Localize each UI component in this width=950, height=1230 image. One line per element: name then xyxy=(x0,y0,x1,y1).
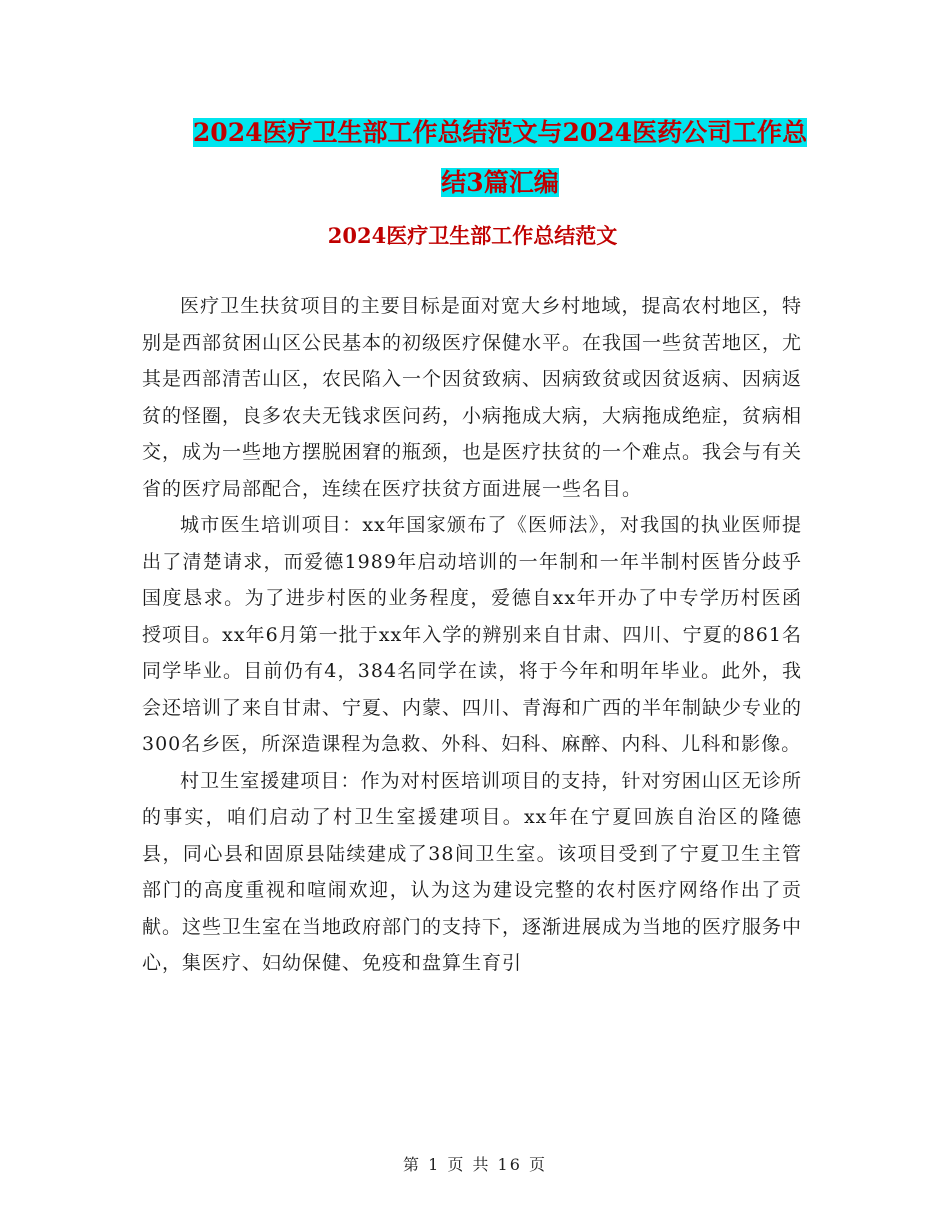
paragraph-2: 城市医生培训项目：xx年国家颁布了《医师法》，对我国的执业医师提出了清楚请求，而爱德1989年启动培训的一年制和一年半制村医皆分歧乎国度恳求。为了进步村医的业务程度，爱德自xx年开办了中专学历村医函授项目。xx年6月第一批于xx年入学的辨别来自甘肃、四川、宁夏的861名同学毕业。目前仍有4，384名同学在读，将于今年和明年毕业。此外，我会还培训了来自甘肃、宁夏、内蒙、四川、青海和广西的半年制缺少专业的300名乡医，所深造课程为急救、外科、妇科、麻醉、内科、儿科和影像。 xyxy=(142,514,803,755)
page-footer xyxy=(0,1152,950,1175)
document-title xyxy=(140,108,860,208)
paragraph-3: 村卫生室援建项目：作为对村医培训项目的支持，针对穷困山区无诊所的事实，咱们启动了村卫生室援建项目。xx年在宁夏回族自治区的隆德县，同心县和固原县陆续建成了38间卫生室。该项目受到了宁夏卫生主管部门的高度重视和喧闹欢迎，认为这为建设完整的农村医疗网络作出了贡献。这些卫生室在当地政府部门的支持下，逐渐进展成为当地的医疗服务中心，集医疗、妇幼保健、免疫和盘算生育引 xyxy=(142,769,803,974)
paragraph-1: 医疗卫生扶贫项目的主要目标是面对宽大乡村地域，提高农村地区，特别是西部贫困山区公民基本的初级医疗保健水平。在我国一些贫苦地区，尤其是西部清苦山区，农民陷入一个因贫致病、因病致贫或因贫返病、因病返贫的怪圈，良多农夫无钱求医问药，小病拖成大病，大病拖成绝症，贫病相交，成为一些地方摆脱困窘的瓶颈，也是医疗扶贫的一个难点。我会与有关省的医疗局部配合，连续在医疗扶贫方面进展一些名目。 xyxy=(142,295,803,500)
document-title-line-2: 结3篇汇编 xyxy=(441,168,559,197)
document-title-line-1: 2024医疗卫生部工作总结范文与2024医药公司工作总 xyxy=(192,118,808,147)
page-number: 第 1 页 共 16 页 xyxy=(403,1155,547,1174)
section-title: 2024医疗卫生部工作总结范文 xyxy=(327,223,618,248)
body-text xyxy=(142,288,802,982)
